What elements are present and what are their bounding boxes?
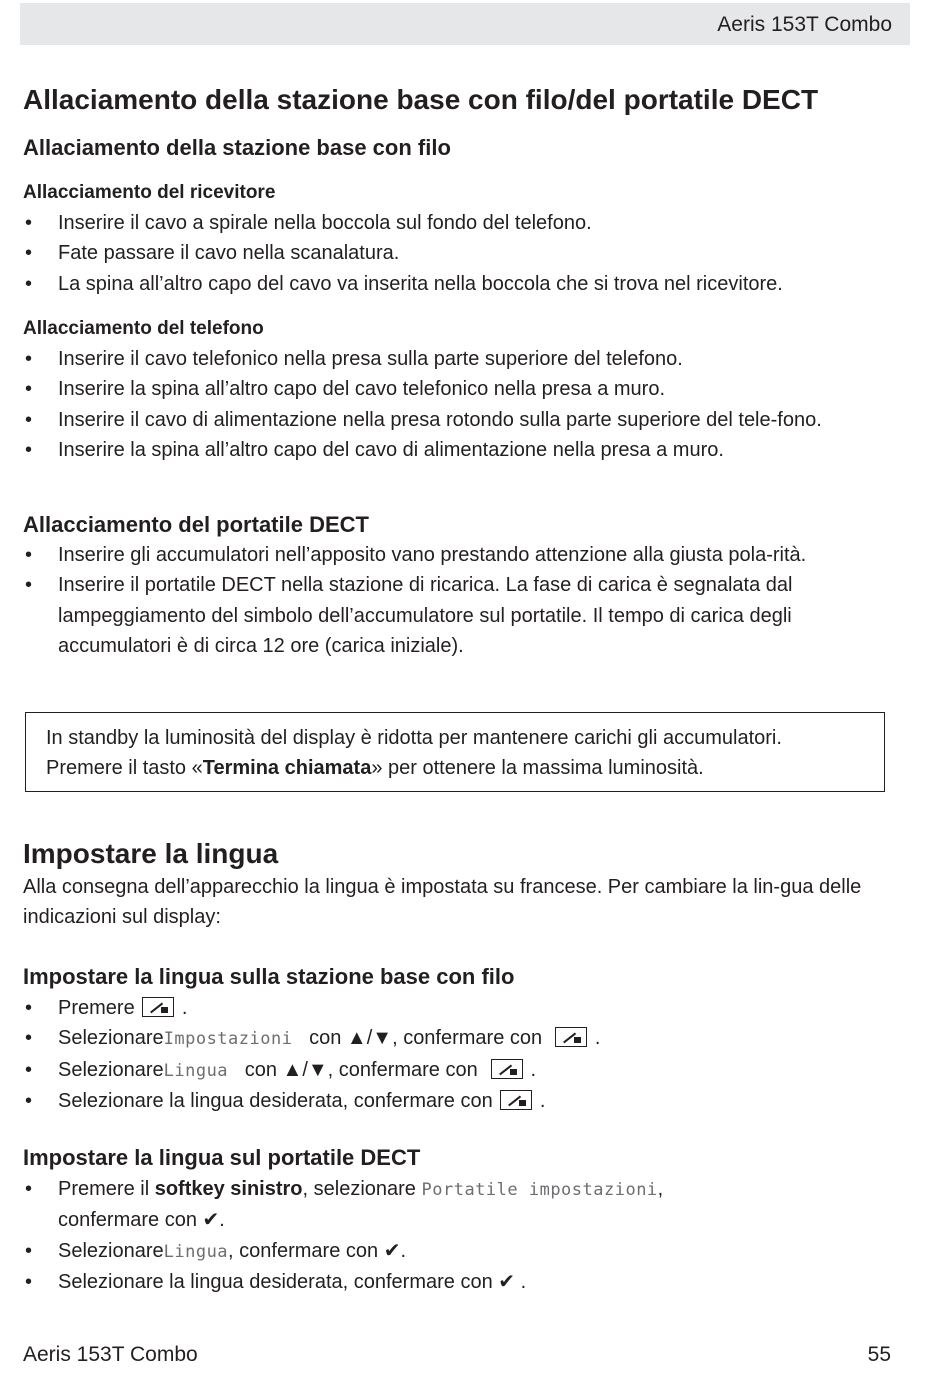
list-item-text: Selezionare — [58, 1027, 164, 1050]
list-item-text: Selezionare — [58, 1058, 164, 1081]
list-item-text: Premere il — [58, 1178, 150, 1200]
list-item-text: con ▲/▼, confermare con — [244, 1058, 478, 1081]
list-item: • Inserire il cavo telefonico nella presa sulla parte superiore del telefono. — [23, 344, 903, 374]
list-item: • Inserire la spina all’altro capo del cavo di alimentazione nella presa a muro. — [23, 435, 903, 465]
list-item-text: con ▲/▼, confermare con — [309, 1027, 543, 1050]
language-intro: Alla consegna dell’apparecchio la lingua è impostata su francese. Per cambiare la lin-gua delle indicazioni sul display: — [23, 876, 862, 929]
list-item-text: , selezionare — [302, 1178, 416, 1200]
section-subtitle-base: Allaciamento della stazione base con filo — [23, 135, 451, 160]
list-item: • La spina all’altro capo del cavo va inserita nella boccola che si trova nel ricevitore. — [23, 269, 903, 299]
dect-list — [23, 540, 903, 661]
list-item-punct: . — [181, 997, 188, 1019]
list-item-punct: . — [400, 1239, 407, 1262]
heading-phone: Allacciamento del telefono — [23, 318, 264, 339]
dect-language-list — [23, 1174, 903, 1297]
list-item — [23, 1267, 903, 1297]
section-title-language: Impostare la lingua — [23, 838, 279, 869]
menu-ok-key-icon — [142, 997, 174, 1017]
list-item-punct: . — [539, 1089, 546, 1112]
list-item-punct: . — [520, 1270, 527, 1293]
list-item-punct: , — [657, 1178, 664, 1200]
check-icon: ✔ — [383, 1239, 401, 1262]
note-line-2 — [46, 753, 886, 783]
heading-dect-language: Impostare la lingua sul portatile DECT — [23, 1145, 421, 1170]
menu-ok-key-icon — [491, 1059, 523, 1079]
running-header — [20, 3, 910, 45]
display-text-language: Lingua — [163, 1060, 229, 1081]
note-text-pre: Premere il tasto « — [46, 757, 203, 780]
list-item-text: Inserire il cavo di alimentazione nella presa rotondo sulla parte superiore del tele-fono. — [58, 408, 822, 431]
list-item-text: , confermare con — [228, 1239, 379, 1262]
list-item-punct: . — [594, 1027, 601, 1050]
list-item-text: Inserire gli accumulatori nell’apposito vano prestando attenzione alla giusta pola-rità. — [58, 544, 807, 566]
list-item-text: confermare con — [58, 1209, 197, 1232]
note-line-1: In standby la luminosità del display è ridotta per mantenere carichi gli accumulatori. — [46, 727, 782, 749]
list-item-punct: . — [530, 1058, 536, 1081]
note-key-name: Termina chiamata — [202, 757, 372, 780]
list-item — [23, 1055, 903, 1086]
display-text-language: Lingua — [163, 1241, 229, 1262]
note-text-post: » per ottenere la massima luminosità. — [371, 757, 704, 780]
list-item-text: Premere — [58, 997, 135, 1019]
heading-receiver: Allacciamento del ricevitore — [23, 182, 276, 203]
list-item — [23, 1023, 903, 1054]
list-item — [23, 1174, 903, 1236]
heading-base-language: Impostare la lingua sulla stazione base con filo — [23, 964, 515, 989]
display-text-settings: Impostazioni — [163, 1029, 293, 1050]
softkey-name: softkey sinistro — [154, 1178, 303, 1200]
check-icon: ✔ — [498, 1270, 516, 1293]
footer-title: Aeris 153T Combo — [23, 1343, 198, 1366]
note-box — [25, 712, 885, 792]
list-item — [23, 1236, 903, 1267]
list-item: • Inserire la spina all’altro capo del cavo telefonico nella presa a muro. — [23, 374, 903, 404]
list-item-punct: . — [219, 1209, 225, 1232]
list-item — [23, 993, 903, 1023]
list-item: • Fate passare il cavo nella scanalatura. — [23, 238, 903, 268]
list-item: • Inserire il cavo a spirale nella boccola sul fondo del telefono. — [23, 208, 903, 238]
receiver-list — [23, 208, 903, 299]
list-item-text: Selezionare — [58, 1239, 164, 1262]
menu-ok-key-icon — [555, 1027, 587, 1047]
display-text-handset-settings: Portatile impostazioni — [421, 1180, 658, 1200]
phone-list — [23, 344, 903, 465]
section-title-connection: Allaciamento della stazione base con filo/del portatile DECT — [23, 84, 819, 115]
list-item: • Inserire il portatile DECT nella stazione di ricarica. La fase di carica è segnalata dal lampeggiamento del simbolo dell’accumulatore sul portatile. Il tempo di carica degli accumulatori è di circa 12 ore (carica iniziale). — [23, 570, 903, 661]
list-item-text: Selezionare la lingua desiderata, confermare con — [58, 1089, 493, 1112]
check-icon: ✔ — [202, 1209, 220, 1232]
list-item-text: Selezionare la lingua desiderata, confermare con — [58, 1270, 493, 1293]
header-title: Aeris 153T Combo — [717, 13, 892, 36]
list-item — [23, 405, 903, 435]
list-item — [23, 1086, 903, 1116]
menu-ok-key-icon — [500, 1090, 532, 1110]
list-item — [23, 540, 903, 570]
page-number: 55 — [867, 1343, 891, 1366]
base-language-list — [23, 993, 903, 1116]
note-text — [46, 723, 886, 784]
heading-dect: Allacciamento del portatile DECT — [23, 512, 369, 537]
